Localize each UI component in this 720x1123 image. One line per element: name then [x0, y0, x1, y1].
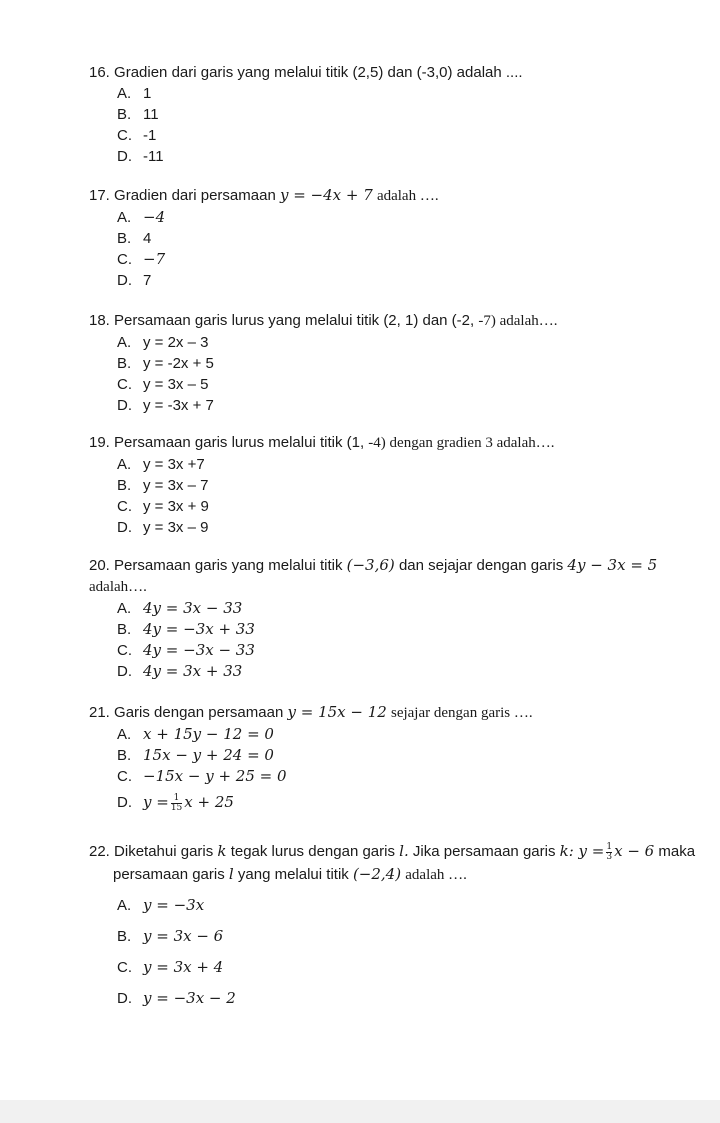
- option-letter: A.: [117, 600, 132, 617]
- question-stem: [89, 185, 711, 207]
- option-c[interactable]: [117, 496, 711, 517]
- fraction-numerator: 1: [173, 792, 180, 803]
- option-letter: A.: [117, 209, 132, 226]
- question-number: 18.: [89, 312, 110, 329]
- option-text: −4: [143, 208, 166, 226]
- option-text: −15x − y + 25 = 0: [143, 767, 287, 785]
- question-stem: [89, 310, 711, 332]
- question-number: 20.: [89, 557, 110, 574]
- option-text: 4y = 3x + 33: [143, 662, 243, 680]
- option-d[interactable]: [117, 661, 711, 682]
- question-text: -4) dengan gradien 3 adalah….: [368, 435, 555, 451]
- option-text: 4y = 3x − 33: [143, 599, 243, 617]
- math-expression: 4y − 3x = 5: [567, 556, 658, 574]
- question-text: Gradien dari garis yang melalui titik (2,5) dan (-3,0) adalah ....: [114, 64, 523, 81]
- option-text: x + 15y − 12 = 0: [143, 725, 274, 743]
- option-c[interactable]: [117, 640, 711, 661]
- option-d[interactable]: [117, 983, 715, 1014]
- option-text: y = 3x – 9: [143, 519, 209, 536]
- fraction-numerator: 1: [606, 841, 613, 852]
- question-text: adalah ….: [405, 867, 467, 883]
- question-stem: [89, 840, 715, 886]
- option-c[interactable]: [117, 249, 711, 270]
- question-18: [89, 310, 711, 416]
- option-text: y = 3x − 6: [143, 927, 224, 945]
- option-letter: B.: [117, 621, 132, 638]
- option-letter: A.: [117, 897, 132, 914]
- option-text: x + 25: [184, 793, 234, 811]
- question-number: 22.: [89, 843, 110, 860]
- fraction: [606, 843, 612, 862]
- question-text: Garis dengan persamaan: [114, 704, 284, 721]
- question-text: yang melalui titik: [237, 866, 349, 883]
- math-variable: l: [228, 865, 234, 883]
- question-text: Jika persamaan garis: [412, 843, 556, 860]
- question-text: Gradien dari persamaan: [114, 187, 276, 204]
- option-letter: C.: [117, 127, 132, 144]
- option-text: y = −3x − 2: [143, 989, 236, 1007]
- option-text: y = -3x + 7: [143, 397, 214, 414]
- option-letter: A.: [117, 334, 132, 351]
- option-a[interactable]: [117, 454, 711, 475]
- option-list: [117, 890, 715, 1014]
- question-text: Diketahui garis: [114, 843, 214, 860]
- math-expression: (−3,6): [346, 556, 395, 574]
- option-letter: D.: [117, 990, 132, 1007]
- option-b[interactable]: [117, 619, 711, 640]
- option-a[interactable]: [117, 83, 711, 104]
- question-text: Persamaan garis yang melalui titik: [114, 557, 343, 574]
- option-letter: B.: [117, 747, 132, 764]
- option-letter: B.: [117, 106, 132, 123]
- option-letter: C.: [117, 768, 132, 785]
- option-letter: A.: [117, 726, 132, 743]
- option-text: y = −3x: [143, 896, 205, 914]
- question-number: 17.: [89, 187, 110, 204]
- option-text: −7: [143, 250, 166, 268]
- option-letter: D.: [117, 272, 132, 289]
- option-list: [117, 454, 711, 538]
- option-b[interactable]: [117, 745, 711, 766]
- option-text: y = -2x + 5: [143, 355, 214, 372]
- question-stem: [89, 432, 711, 454]
- option-letter: C.: [117, 376, 132, 393]
- question-text: tegak lurus dengan garis: [230, 843, 395, 860]
- option-c[interactable]: [117, 125, 711, 146]
- question-20: [89, 555, 711, 682]
- question-text: sejajar dengan garis ….: [390, 705, 533, 721]
- option-a[interactable]: [117, 890, 715, 921]
- question-text: adalah….: [89, 579, 147, 595]
- option-letter: D.: [117, 148, 132, 165]
- option-text: 15x − y + 24 = 0: [143, 746, 274, 764]
- option-text: -11: [143, 148, 164, 165]
- option-a[interactable]: [117, 724, 711, 745]
- option-text: y =: [143, 793, 169, 811]
- question-text: dan sejajar dengan garis: [398, 557, 564, 574]
- option-text: y = 3x +7: [143, 456, 205, 473]
- option-letter: B.: [117, 230, 132, 247]
- option-text: y = 3x – 7: [143, 477, 209, 494]
- question-text: maka: [658, 843, 696, 860]
- option-text: y = 3x + 4: [143, 958, 224, 976]
- option-c[interactable]: [117, 766, 711, 787]
- math-expression: y = 15x − 12: [287, 703, 387, 721]
- fraction: [171, 794, 182, 813]
- option-letter: B.: [117, 355, 132, 372]
- question-16: [89, 62, 711, 167]
- option-letter: C.: [117, 251, 132, 268]
- option-a[interactable]: [117, 207, 711, 228]
- option-text: 1: [143, 85, 152, 102]
- question-number: 16.: [89, 64, 110, 81]
- question-text: adalah ….: [376, 188, 439, 204]
- option-a[interactable]: [117, 332, 711, 353]
- math-expression: y = −4x + 7: [279, 186, 373, 204]
- option-a[interactable]: [117, 598, 711, 619]
- option-letter: D.: [117, 519, 132, 536]
- question-stem: [89, 555, 711, 598]
- option-text: 4y = −3x + 33: [143, 620, 255, 638]
- option-d[interactable]: [117, 517, 711, 538]
- question-text: Persamaan garis lurus melalui titik (1,: [114, 434, 365, 451]
- option-letter: C.: [117, 959, 132, 976]
- option-list: [117, 332, 711, 416]
- question-number: 21.: [89, 704, 110, 721]
- option-b[interactable]: [117, 921, 715, 952]
- option-c[interactable]: [117, 374, 711, 395]
- question-17: [89, 185, 711, 291]
- option-letter: B.: [117, 477, 132, 494]
- math-expression: x − 6: [614, 842, 655, 860]
- question-text: -7) adalah….: [478, 313, 558, 329]
- option-b[interactable]: [117, 353, 711, 374]
- fraction-denominator: 3: [606, 851, 613, 862]
- page-bottom-band: [0, 1100, 720, 1123]
- option-letter: A.: [117, 85, 132, 102]
- option-text: 4: [143, 230, 152, 247]
- option-d[interactable]: [117, 146, 711, 167]
- option-letter: D.: [117, 397, 132, 414]
- option-text: 11: [143, 106, 159, 123]
- option-d[interactable]: [117, 395, 711, 416]
- option-b[interactable]: [117, 104, 711, 125]
- math-variable: l.: [399, 842, 409, 860]
- option-text: y = 3x + 9: [143, 498, 209, 515]
- question-21: [89, 702, 711, 818]
- option-text: 4y = −3x − 33: [143, 641, 255, 659]
- option-text: 7: [143, 272, 152, 289]
- option-b[interactable]: [117, 228, 711, 249]
- fraction-denominator: 15: [170, 802, 183, 813]
- math-variable: k: [217, 842, 227, 860]
- question-19: [89, 432, 711, 538]
- option-list: [117, 207, 711, 291]
- option-letter: D.: [117, 663, 132, 680]
- option-list: [117, 83, 711, 167]
- question-text: Persamaan garis lurus yang melalui titik (2, 1) dan (-2,: [114, 312, 475, 329]
- option-letter: D.: [117, 794, 132, 811]
- option-c[interactable]: [117, 952, 715, 983]
- math-expression: (−2,4): [352, 865, 402, 883]
- option-list: [117, 724, 711, 818]
- question-22: [89, 840, 715, 1014]
- option-d[interactable]: [117, 270, 711, 291]
- option-b[interactable]: [117, 475, 711, 496]
- question-stem: [89, 62, 711, 83]
- question-number: 19.: [89, 434, 110, 451]
- question-text: persamaan garis: [113, 866, 225, 883]
- option-list: [117, 598, 711, 682]
- math-expression: k: y =: [559, 842, 605, 860]
- option-letter: C.: [117, 642, 132, 659]
- option-text: -1: [143, 127, 157, 144]
- option-text: y = 3x – 5: [143, 376, 209, 393]
- option-letter: A.: [117, 456, 132, 473]
- option-letter: B.: [117, 928, 132, 945]
- option-d[interactable]: [117, 787, 711, 818]
- option-letter: C.: [117, 498, 132, 515]
- question-stem: [89, 702, 711, 724]
- option-text: y = 2x – 3: [143, 334, 209, 351]
